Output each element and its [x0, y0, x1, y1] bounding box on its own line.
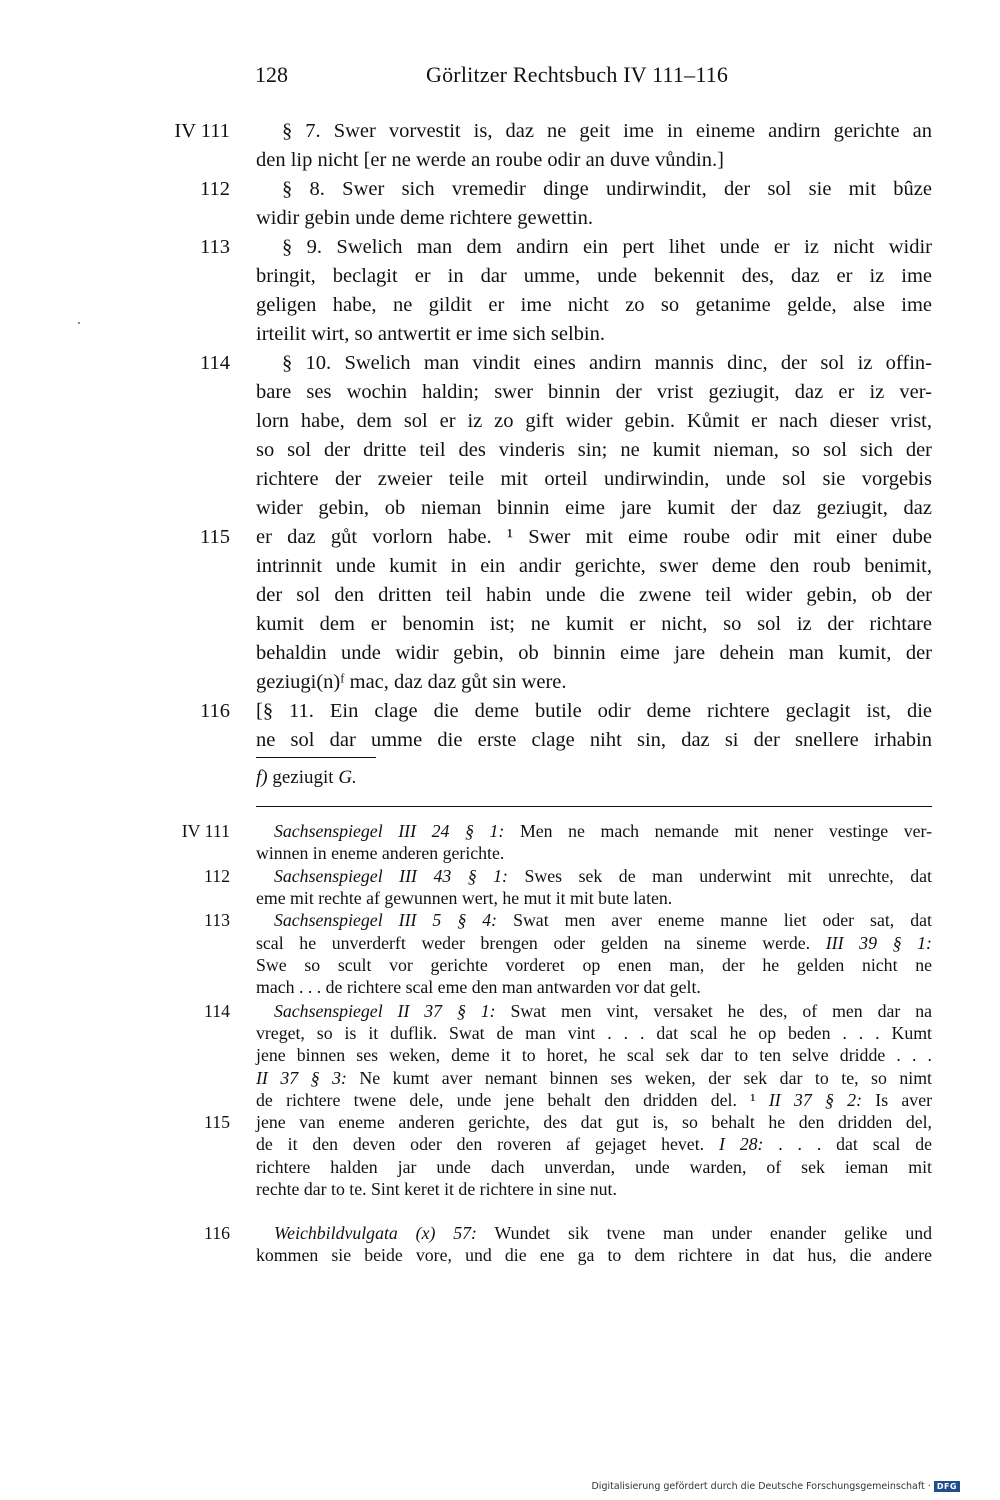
text-line: § 9. Swelich man dem andirn ein pert lihet unde er iz nicht widir	[282, 236, 932, 258]
section-label: 116	[200, 700, 230, 722]
footnote	[256, 765, 357, 791]
note-line: richtere halden jar unde dach unverdan, unde warden, of sek ieman mit	[256, 1157, 932, 1177]
text-line: lorn habe, dem sol er iz zo gift wider gebin. Kůmit er nach dieser vrist,	[256, 410, 932, 432]
text-line: so sol der dritte teil des vinderis sin; ne kumit nieman, so sol sich der	[256, 439, 932, 461]
section-label: 114	[200, 352, 230, 374]
note-label: 114	[203, 1001, 230, 1021]
dfg-logo: DFG	[934, 1481, 960, 1492]
text-line: geziugi(n)ᶠ mac, daz daz gůt sin were.	[256, 671, 567, 693]
text-line: intrinnit unde kumit in ein andir gerichte, swer deme den roub benimit,	[256, 555, 932, 577]
note-label: 112	[203, 866, 230, 886]
text-line: er daz gůt vorlorn habe. ¹ Swer mit eime roube odir mit einer dube	[256, 526, 932, 548]
text-line: [§ 11. Ein clage die deme butile odir deme richtere geclagit ist, die	[256, 700, 932, 722]
running-title: Görlitzer Rechtsbuch IV 111–116	[426, 62, 729, 87]
note-line: eme mit rechte af gewunnen wert, he mut it mit bute laten.	[256, 888, 673, 908]
note-label: 116	[203, 1223, 230, 1243]
text-line: irteilit wirt, so antwertit er ime sich selbin.	[256, 323, 605, 345]
section-label: 113	[200, 236, 230, 258]
text-line: ne sol dar umme die erste clage niht sin, daz si der snellere irhabin	[256, 729, 932, 751]
page-number: 128	[255, 62, 288, 87]
note-label: 113	[203, 910, 230, 930]
note-line: Sachsenspiegel II 37 § 1: Swat men vint, versaket he des, of men dar na	[274, 1001, 932, 1021]
digitization-credit	[591, 1481, 960, 1492]
text-line: der sol den dritten teil habin unde die zwene teil wider gebin, ob der	[256, 584, 932, 606]
note-label: 115	[203, 1112, 230, 1132]
source-citation: Sachsenspiegel III 24 § 1:	[274, 821, 505, 841]
source-citation: II 37 § 3:	[256, 1068, 347, 1088]
source-citation: Sachsenspiegel II 37 § 1:	[274, 1001, 496, 1021]
credit-text: Digitalisierung gefördert durch die Deutsche Forschungsgemeinschaft ·	[591, 1481, 931, 1492]
note-line: rechte dar to te. Sint keret it de richtere in sine nut.	[256, 1179, 617, 1199]
text-line: bringit, beclagit er in dar umme, unde bekennit des, daz er iz ime	[256, 265, 932, 287]
note-label: IV 111	[181, 821, 230, 841]
note-line: mach . . . de richtere scal eme den man antwarden vor dat gelt.	[256, 977, 701, 997]
note-line: Sachsenspiegel III 24 § 1: Men ne mach nemande mit nener vestinge ver-	[274, 821, 932, 841]
text-line: § 10. Swelich man vindit eines andirn mannis dinc, der sol iz offin-	[282, 352, 932, 374]
section-label: 115	[200, 526, 230, 548]
source-citation: I 28:	[718, 1134, 764, 1154]
footnote-siglum: G.	[338, 767, 357, 788]
text-line: richtere der zweier teile mit orteil undirwindin, unde sol sie vorgebis	[256, 468, 932, 490]
note-line: de it den deven oder den roveren af gejaget hevet. I 28: . . . dat scal de	[256, 1134, 932, 1154]
note-line: de richtere twene dele, unde jene behalt den dridden del. ¹ II 37 § 2: Is aver	[256, 1090, 933, 1110]
source-citation: II 37 § 2:	[768, 1090, 862, 1110]
scan-speck	[78, 322, 80, 324]
footnote-marker: f)	[256, 767, 268, 788]
source-citation: Sachsenspiegel III 5 § 4:	[274, 910, 498, 930]
note-line: jene binnen ses weken, deme it to horet, he scal sek dar to ten selve dridde . . .	[256, 1045, 932, 1065]
text-line: widir gebin unde deme richtere gewettin.	[256, 207, 593, 229]
text-line: wider gebin, ob nieman binnin eime jare kumit der daz geziugit, daz	[256, 497, 932, 519]
section-label: 112	[200, 178, 230, 200]
note-line: jene van eneme anderen gerichte, des dat gut is, so behalt he den dridden del,	[256, 1112, 932, 1132]
source-citation: Sachsenspiegel III 43 § 1:	[274, 866, 508, 886]
text-line: § 8. Swer sich vremedir dinge undirwindit, der sol sie mit bûze	[282, 178, 932, 200]
note-line: Sachsenspiegel III 5 § 4: Swat men aver eneme manne liet oder sat, dat	[274, 910, 932, 930]
text-line: kumit dem er benomin ist; ne kumit er nicht, so sol iz der richtare	[256, 613, 932, 635]
notes-separator	[256, 806, 932, 807]
note-line: scal he unverderft weder brengen oder gelden na sineme werde. III 39 § 1:	[256, 933, 932, 953]
text-line: den lip nicht [er ne werde an roube odir an duve vůndin.]	[256, 149, 724, 171]
text-line: § 7. Swer vorvestit is, daz ne geit ime in eineme andirn gerichte an	[282, 120, 932, 142]
text-line: behaldin unde widir gebin, ob binnin eime jare dehein man kumit, der	[256, 642, 932, 664]
footnote-rule	[256, 757, 376, 758]
note-line: winnen in eneme anderen gerichte.	[256, 843, 505, 863]
note-line: vreget, so is it duflik. Swat de man vint . . . dat scal he op beden . . . Kumt	[256, 1023, 932, 1043]
source-citation: III 39 § 1:	[825, 933, 932, 953]
text-line: geligen habe, ne gildit er ime nicht zo so getanime gelde, alse ime	[256, 294, 932, 316]
note-line: II 37 § 3: Ne kumt aver nemant binnen ses weken, der sek dar to te, so nimt	[256, 1068, 932, 1088]
footnote-text: geziugit	[272, 767, 334, 788]
section-label: IV 111	[174, 120, 230, 142]
note-line: kommen sie beide vore, und die ene ga to dem richtere in dat hus, die andere	[256, 1245, 932, 1265]
source-citation: Weichbildvulgata (x) 57:	[274, 1223, 477, 1243]
note-line: Weichbildvulgata (x) 57: Wundet sik tvene man under enander gelike und	[274, 1223, 932, 1243]
note-line: Swe so scult vor gerichte vorderet op enen man, der he gelden nicht ne	[256, 955, 932, 975]
note-line: Sachsenspiegel III 43 § 1: Swes sek de man underwint mit unrechte, dat	[274, 866, 932, 886]
text-line: bare ses wochin haldin; swer binnin der vrist geziugit, daz er iz ver-	[256, 381, 932, 403]
